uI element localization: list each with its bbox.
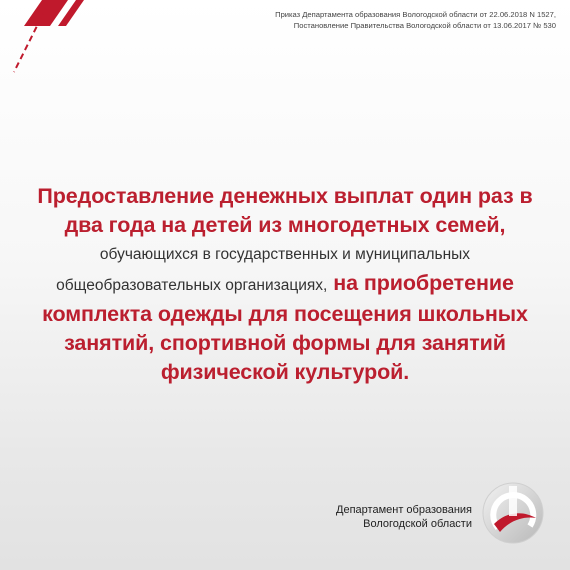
legal-reference-2: Постановление Правительства Вологодской области от 13.06.2017 № 530 bbox=[293, 20, 556, 30]
statement-line-4-emphasis: на приобретение bbox=[327, 271, 514, 295]
emblem-book-bar bbox=[509, 486, 517, 516]
statement-line-7: физической культурой. bbox=[160, 360, 410, 384]
statement-line-4 bbox=[22, 269, 548, 300]
department-emblem-icon bbox=[478, 476, 548, 550]
decorative-stripes bbox=[0, 0, 110, 80]
statement-line-5: комплекта одежды для посещения школьных bbox=[42, 302, 528, 326]
statement-line-6: занятий, спортивной формы для занятий bbox=[64, 331, 506, 355]
organization-name-line-2: Вологодской области bbox=[363, 518, 472, 530]
legal-references bbox=[236, 10, 556, 31]
statement-line-2: два года на детей из многодетных семей, bbox=[64, 213, 506, 237]
statement-line-1: Предоставление денежных выплат один раз в bbox=[37, 184, 533, 208]
organization-name bbox=[336, 503, 472, 531]
statement-line-3: обучающихся в государственных и муниципальных bbox=[99, 246, 471, 263]
organization-name-line-1: Департамент образования bbox=[336, 504, 472, 516]
decor-dashed-line bbox=[14, 0, 50, 72]
legal-reference-1: Приказ Департамента образования Вологодской области от 22.06.2018 N 1527, bbox=[275, 10, 556, 19]
statement-line-4-plain: общеобразовательных организациях, bbox=[56, 277, 328, 294]
main-statement bbox=[22, 182, 548, 387]
